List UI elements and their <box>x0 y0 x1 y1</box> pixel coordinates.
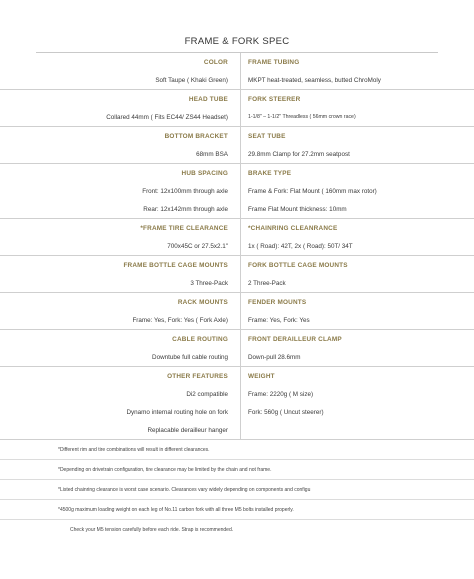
right-spec-heading: WEIGHT <box>248 372 275 380</box>
left-spec-value: 3 Three-Pack <box>190 279 228 287</box>
left-spec-heading: OTHER FEATURES <box>167 372 228 380</box>
left-spec-value: Downtube full cable routing <box>152 353 228 361</box>
footnote-text: *Listed chainring clearance is worst case scenario. Clearances vary widely depending on components and configu <box>58 486 311 493</box>
section-header-row <box>0 53 474 71</box>
right-spec-value: Frame Flat Mount thickness: 10mm <box>248 205 347 213</box>
right-spec-value: Frame & Fork: Flat Mount ( 160mm max rotor) <box>248 187 377 195</box>
spec-section <box>0 127 474 164</box>
left-spec-heading: *FRAME TIRE CLEARANCE <box>140 224 228 232</box>
right-spec-heading: FORK STEERER <box>248 95 301 103</box>
spec-value-row <box>0 403 474 421</box>
left-spec-heading: HEAD TUBE <box>188 95 228 103</box>
left-spec-heading: HUB SPACING <box>181 169 228 177</box>
column-divider <box>240 367 241 439</box>
footnote-text: Check your M5 tension carefully before each ride. Strap is recommended. <box>70 526 234 533</box>
spec-section <box>0 367 474 440</box>
spec-value-row <box>0 311 474 329</box>
spec-value-row <box>0 200 474 218</box>
right-spec-value: MKPT heat-treated, seamless, butted ChroMoly <box>248 76 381 84</box>
right-spec-heading: BRAKE TYPE <box>248 169 292 177</box>
spec-section <box>0 90 474 127</box>
spec-section <box>0 293 474 330</box>
right-spec-value: 1-1/8" – 1-1/2" Threadless ( 56mm crown race) <box>248 114 356 120</box>
right-spec-value: 1x ( Road): 42T, 2x ( Road): 50T/ 34T <box>248 242 353 250</box>
spec-section <box>0 219 474 256</box>
column-divider <box>240 219 241 255</box>
left-spec-value: Replacable derailleur hanger <box>147 426 228 434</box>
column-divider <box>240 330 241 366</box>
spec-value-row <box>0 385 474 403</box>
left-spec-value: Collared 44mm ( Fits EC44/ ZS44 Headset) <box>106 113 228 121</box>
spec-table <box>0 53 474 440</box>
right-spec-heading: FENDER MOUNTS <box>248 298 307 306</box>
spec-value-row <box>0 237 474 255</box>
footnote <box>0 500 474 520</box>
left-spec-value: Front: 12x100mm through axle <box>142 187 228 195</box>
left-spec-value: Rear: 12x142mm through axle <box>143 205 228 213</box>
column-divider <box>240 53 241 89</box>
section-header-row <box>0 164 474 182</box>
left-spec-value: Soft Taupe ( Khaki Green) <box>155 76 228 84</box>
section-header-row <box>0 219 474 237</box>
left-spec-value: Dynamo internal routing hole on fork <box>126 408 228 416</box>
right-spec-heading: SEAT TUBE <box>248 132 286 140</box>
section-header-row <box>0 127 474 145</box>
footnote <box>0 480 474 500</box>
footnote-text: *Different rim and tire combinations will result in different clearances. <box>58 446 210 453</box>
column-divider <box>240 127 241 163</box>
footnote-text: *4500g maximum loading weight on each leg of No.11 carbon fork with all three M5 bolts installed properly. <box>58 506 294 513</box>
right-spec-value: 2 Three-Pack <box>248 279 286 287</box>
spec-value-row <box>0 182 474 200</box>
spec-value-row <box>0 421 474 439</box>
spec-value-row <box>0 145 474 163</box>
left-spec-heading: CABLE ROUTING <box>172 335 228 343</box>
footnote <box>0 520 474 539</box>
right-spec-heading: FRAME TUBING <box>248 58 300 66</box>
right-spec-heading: FRONT DERAILLEUR CLAMP <box>248 335 342 343</box>
page-title: FRAME & FORK SPEC <box>184 36 290 47</box>
left-spec-heading: BOTTOM BRACKET <box>164 132 228 140</box>
column-divider <box>240 256 241 292</box>
spec-value-row <box>0 71 474 89</box>
left-spec-value: Di2 compatible <box>186 390 228 398</box>
right-spec-value: Frame: 2220g ( M size) <box>248 390 314 398</box>
section-header-row <box>0 256 474 274</box>
left-spec-heading: COLOR <box>203 58 228 66</box>
section-header-row <box>0 330 474 348</box>
spec-section <box>0 256 474 293</box>
section-header-row <box>0 90 474 108</box>
spec-section <box>0 330 474 367</box>
left-spec-value: 68mm BSA <box>196 150 228 158</box>
spec-section <box>0 53 474 90</box>
right-spec-value: 29.8mm Clamp for 27.2mm seatpost <box>248 150 350 158</box>
right-spec-heading: *CHAINRING CLEANRANCE <box>248 224 338 232</box>
right-spec-heading: FORK BOTTLE CAGE MOUNTS <box>248 261 348 269</box>
footnote-text: *Depending on drivetrain configuration, tire clearance may be limited by the chain and not frame. <box>58 466 272 473</box>
footnote <box>0 440 474 460</box>
spec-value-row <box>0 274 474 292</box>
left-spec-value: 700x45C or 27.5x2.1" <box>167 242 228 250</box>
column-divider <box>240 164 241 218</box>
column-divider <box>240 293 241 329</box>
section-header-row <box>0 367 474 385</box>
footnotes <box>0 440 474 539</box>
left-spec-value: Frame: Yes, Fork: Yes ( Fork Axle) <box>132 316 228 324</box>
footnote <box>0 460 474 480</box>
section-header-row <box>0 293 474 311</box>
spec-value-row <box>0 108 474 126</box>
column-divider <box>240 90 241 126</box>
spec-value-row <box>0 348 474 366</box>
spec-section <box>0 164 474 219</box>
right-spec-value: Frame: Yes, Fork: Yes <box>248 316 310 324</box>
left-spec-heading: RACK MOUNTS <box>177 298 228 306</box>
left-spec-heading: FRAME BOTTLE CAGE MOUNTS <box>123 261 228 269</box>
right-spec-value: Down-pull 28.6mm <box>248 353 301 361</box>
right-spec-value: Fork: 560g ( Uncut steerer) <box>248 408 324 416</box>
